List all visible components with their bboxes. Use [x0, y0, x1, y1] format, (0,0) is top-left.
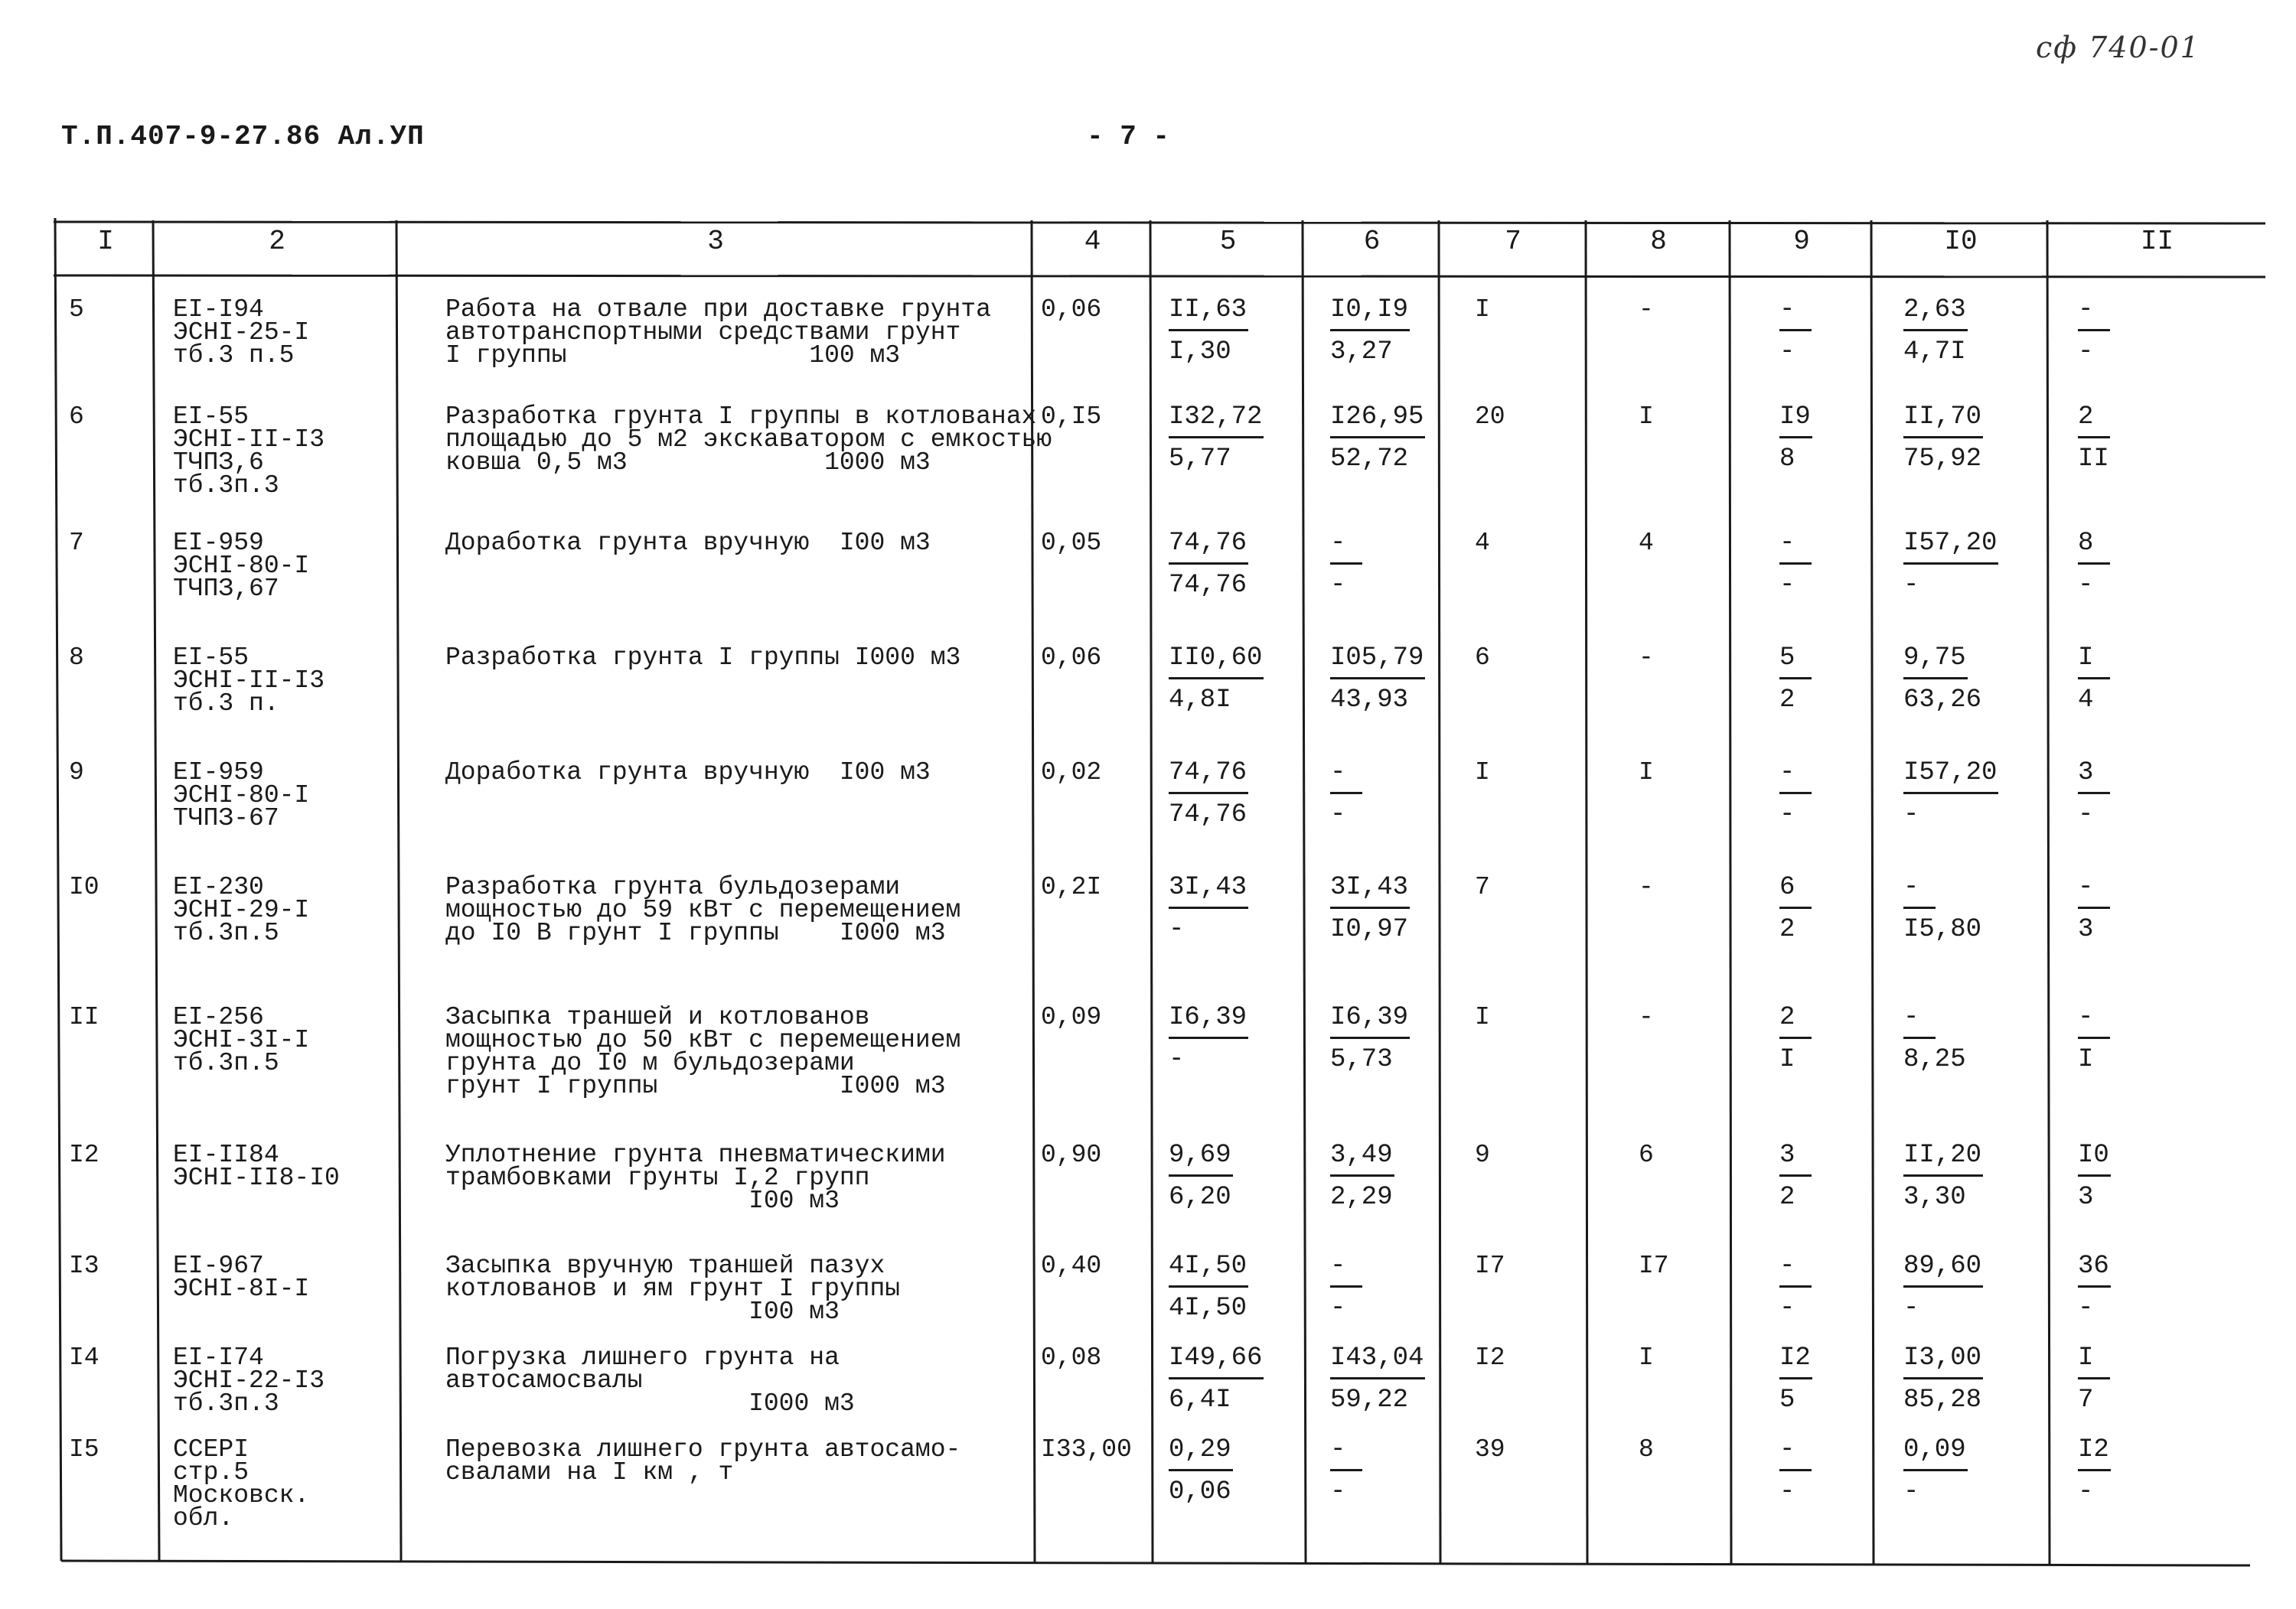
- col11-value: [2078, 755, 2110, 832]
- col10-value-numerator: -: [1903, 870, 1936, 909]
- col9-value-numerator: 2: [1779, 1000, 1812, 1039]
- col6-value-numerator: -: [1330, 1432, 1362, 1471]
- col5-value-numerator: 74,76: [1169, 526, 1248, 565]
- col10-value: [1903, 399, 1983, 477]
- col11-value-denominator: -: [2078, 571, 2094, 600]
- col11-value-numerator: I: [2078, 1340, 2110, 1379]
- col10-value-denominator: 3,30: [1903, 1183, 1966, 1212]
- col10-value-numerator: 0,09: [1903, 1432, 1968, 1471]
- col6-value-numerator: I43,04: [1330, 1340, 1425, 1379]
- col5-value: [1169, 870, 1248, 947]
- col10-value: [1903, 1432, 1968, 1510]
- work-description: Уплотнение грунта пневматическими трамбовками грунты I,2 групп I00 м3: [445, 1141, 946, 1215]
- col6-value: [1330, 292, 1410, 370]
- quantity: 0,06: [1041, 643, 1102, 672]
- col6-value-denominator: 2,29: [1330, 1183, 1393, 1212]
- col11-value-denominator: 7: [2078, 1386, 2094, 1415]
- col8-value: -: [1639, 1003, 1654, 1031]
- col10-value-denominator: -: [1903, 1294, 1919, 1323]
- col9-value-numerator: -: [1779, 526, 1812, 565]
- document-code: Т.П.407-9-27.86 Ал.УП: [61, 121, 425, 152]
- col6-value-denominator: -: [1330, 571, 1346, 600]
- col5-value-denominator: I,30: [1169, 337, 1231, 366]
- norm-code: EI-959 ЭСНI-80-I ТЧПЗ-67: [173, 758, 310, 832]
- col8-value: 6: [1639, 1141, 1654, 1169]
- col9-value-numerator: -: [1779, 1249, 1812, 1288]
- norm-code: EI-II84 ЭСНI-II8-I0: [173, 1141, 340, 1192]
- col9-value: [1779, 1000, 1812, 1077]
- work-description: Работа на отвале при доставке грунта автотранспортными средствами грунт I группы 100 м3: [445, 295, 991, 370]
- col11-value-denominator: 3: [2078, 915, 2094, 944]
- norm-code: EI-55 ЭСНI-II-I3 тб.3 п.: [173, 643, 325, 718]
- col6-value-denominator: 5,73: [1330, 1045, 1393, 1074]
- col11-value-numerator: I2: [2078, 1432, 2111, 1471]
- row-number: I5: [69, 1435, 99, 1464]
- col7-value: 9: [1475, 1141, 1490, 1169]
- col7-value: I: [1475, 758, 1490, 787]
- col10-value-numerator: 89,60: [1903, 1249, 1983, 1288]
- col5-value-numerator: 9,69: [1169, 1138, 1233, 1177]
- col9-value-denominator: -: [1779, 800, 1795, 829]
- col9-value: [1779, 1340, 1812, 1418]
- quantity: I33,00: [1041, 1435, 1132, 1464]
- quantity: 0,I5: [1041, 402, 1102, 431]
- col5-value-numerator: 4I,50: [1169, 1249, 1248, 1288]
- col6-value-denominator: 52,72: [1330, 445, 1409, 474]
- col9-value-numerator: -: [1779, 1432, 1812, 1471]
- col10-value-denominator: -: [1903, 571, 1919, 600]
- col11-value-denominator: -: [2078, 337, 2094, 366]
- col6-value-denominator: -: [1330, 800, 1346, 829]
- row-number: II: [69, 1003, 99, 1031]
- work-description: Перевозка лишнего грунта автосамо- свалами на I км , т: [445, 1435, 961, 1487]
- col7-value: 20: [1475, 402, 1505, 431]
- col9-value-denominator: -: [1779, 337, 1795, 366]
- col6-value-denominator: -: [1330, 1294, 1346, 1323]
- col6-value-numerator: -: [1330, 526, 1362, 565]
- col6-value: [1330, 526, 1362, 603]
- col11-value-denominator: -: [2078, 800, 2094, 829]
- col7-value: 7: [1475, 873, 1490, 901]
- col11-value: [2078, 1432, 2111, 1510]
- col9-value-denominator: -: [1779, 571, 1795, 600]
- col6-value-numerator: I05,79: [1330, 640, 1425, 679]
- col11-value-numerator: -: [2078, 292, 2110, 331]
- norm-code: EI-230 ЭСНI-29-I тб.3п.5: [173, 873, 310, 947]
- work-description: Засыпка вручную траншей пазух котлованов и ям грунт I группы I00 м3: [445, 1252, 901, 1326]
- col5-value-numerator: I6,39: [1169, 1000, 1248, 1039]
- col5-value-denominator: -: [1169, 1045, 1185, 1074]
- col11-value: [2078, 1249, 2111, 1326]
- col7-value: I: [1475, 1003, 1490, 1031]
- col5-value-numerator: 3I,43: [1169, 870, 1248, 909]
- work-description: Погрузка лишнего грунта на автосамосвалы I000 м3: [445, 1344, 855, 1418]
- col5-value: [1169, 755, 1248, 832]
- col11-value-numerator: 8: [2078, 526, 2110, 565]
- col9-value-denominator: I: [1779, 1045, 1795, 1074]
- work-description: Доработка грунта вручную I00 м3: [445, 529, 931, 557]
- col5-value-numerator: 0,29: [1169, 1432, 1233, 1471]
- column-header: II: [2140, 226, 2174, 257]
- col9-value-numerator: -: [1779, 292, 1812, 331]
- col8-value: -: [1639, 873, 1654, 901]
- quantity: 0,09: [1041, 1003, 1102, 1031]
- col8-value: -: [1639, 295, 1654, 324]
- col5-value-denominator: 5,77: [1169, 445, 1231, 474]
- col5-value: [1169, 1138, 1233, 1215]
- col9-value: [1779, 870, 1812, 947]
- column-header: 9: [1793, 226, 1810, 257]
- row-number: I2: [69, 1141, 99, 1169]
- handwritten-note: сф 740-01: [2036, 31, 2200, 64]
- col7-value: 4: [1475, 529, 1490, 557]
- col11-value-denominator: -: [2078, 1294, 2094, 1323]
- col6-value: [1330, 1000, 1410, 1077]
- column-header: 8: [1650, 226, 1667, 257]
- row-number: 8: [69, 643, 84, 672]
- column-header: 3: [707, 226, 724, 257]
- col11-value-numerator: I0: [2078, 1138, 2111, 1177]
- col9-value-denominator: 5: [1779, 1386, 1795, 1415]
- row-number: 7: [69, 529, 84, 557]
- column-header: I0: [1944, 226, 1978, 257]
- col9-value-numerator: I2: [1779, 1340, 1812, 1379]
- col5-value-numerator: I32,72: [1169, 399, 1264, 438]
- col11-value-numerator: 2: [2078, 399, 2110, 438]
- col9-value-numerator: 3: [1779, 1138, 1812, 1177]
- quantity: 0,06: [1041, 295, 1102, 324]
- col8-value: I: [1639, 402, 1654, 431]
- col5-value-denominator: 6,4I: [1169, 1386, 1231, 1415]
- col10-value-numerator: -: [1903, 1000, 1936, 1039]
- work-description: Засыпка траншей и котлованов мощностью до 50 кВт с перемещением грунта до I0 м бульдозерами грунт I группы I000 м3: [445, 1003, 961, 1100]
- col9-value-denominator: 2: [1779, 686, 1795, 715]
- col9-value-denominator: -: [1779, 1477, 1795, 1506]
- col8-value: I7: [1639, 1252, 1669, 1280]
- column-header: I: [97, 226, 114, 257]
- col6-value: [1330, 640, 1425, 718]
- col9-value-denominator: 8: [1779, 445, 1795, 474]
- col5-value: [1169, 292, 1248, 370]
- col6-value-numerator: -: [1330, 755, 1362, 794]
- norm-code: EI-967 ЭСНI-8I-I: [173, 1252, 310, 1303]
- col10-value-denominator: 85,28: [1903, 1386, 1982, 1415]
- col6-value: [1330, 870, 1410, 947]
- col5-value-denominator: 74,76: [1169, 571, 1247, 600]
- col9-value-denominator: 2: [1779, 915, 1795, 944]
- col10-value-numerator: 2,63: [1903, 292, 1968, 331]
- col10-value: [1903, 1138, 1983, 1215]
- col6-value: [1330, 1138, 1394, 1215]
- col10-value-numerator: I3,00: [1903, 1340, 1983, 1379]
- col10-value-denominator: -: [1903, 1477, 1919, 1506]
- col5-value-denominator: 4,8I: [1169, 686, 1231, 715]
- norm-code: ССЕРI стр.5 Московск. обл.: [173, 1435, 310, 1532]
- col10-value-denominator: 4,7I: [1903, 337, 1966, 366]
- col10-value-denominator: 75,92: [1903, 445, 1982, 474]
- quantity: 0,05: [1041, 529, 1102, 557]
- quantity: 0,08: [1041, 1344, 1102, 1372]
- row-number: I3: [69, 1252, 99, 1280]
- col5-value: [1169, 640, 1264, 718]
- col6-value-numerator: 3,49: [1330, 1138, 1394, 1177]
- work-description: Разработка грунта I группы I000 м3: [445, 643, 961, 672]
- col5-value: [1169, 1249, 1248, 1326]
- col9-value: [1779, 755, 1812, 832]
- col7-value: 39: [1475, 1435, 1505, 1464]
- column-header: 7: [1505, 226, 1521, 257]
- col10-value-numerator: I57,20: [1903, 755, 1998, 794]
- col11-value-numerator: 3: [2078, 755, 2110, 794]
- col6-value: [1330, 755, 1362, 832]
- col6-value-numerator: I6,39: [1330, 1000, 1410, 1039]
- col5-value: [1169, 1432, 1233, 1510]
- col6-value: [1330, 1249, 1362, 1326]
- col9-value: [1779, 399, 1812, 477]
- col11-value-numerator: -: [2078, 1000, 2110, 1039]
- col10-value-numerator: I57,20: [1903, 526, 1998, 565]
- col9-value: [1779, 1249, 1812, 1326]
- col9-value-numerator: -: [1779, 755, 1812, 794]
- col10-value-denominator: 8,25: [1903, 1045, 1966, 1074]
- col9-value-denominator: -: [1779, 1294, 1795, 1323]
- row-number: 9: [69, 758, 84, 787]
- col9-value: [1779, 640, 1812, 718]
- col6-value-denominator: I0,97: [1330, 915, 1409, 944]
- col10-value-numerator: 9,75: [1903, 640, 1968, 679]
- col11-value: [2078, 1340, 2110, 1418]
- col10-value: [1903, 292, 1968, 370]
- row-number: I4: [69, 1344, 99, 1372]
- col8-value: -: [1639, 643, 1654, 672]
- col8-value: I: [1639, 1344, 1654, 1372]
- column-header: 5: [1219, 226, 1237, 257]
- col6-value-numerator: I0,I9: [1330, 292, 1410, 331]
- col5-value: [1169, 1340, 1264, 1418]
- col11-value-denominator: I: [2078, 1045, 2094, 1074]
- col11-value: [2078, 640, 2110, 718]
- col11-value-numerator: 36: [2078, 1249, 2111, 1288]
- col6-value: [1330, 1340, 1425, 1418]
- col6-value: [1330, 1432, 1362, 1510]
- col11-value: [2078, 870, 2110, 947]
- col5-value: [1169, 526, 1248, 603]
- col5-value-denominator: 4I,50: [1169, 1294, 1247, 1323]
- quantity: 0,2I: [1041, 873, 1102, 901]
- col9-value-denominator: 2: [1779, 1183, 1795, 1212]
- col5-value-denominator: 74,76: [1169, 800, 1247, 829]
- col6-value-denominator: -: [1330, 1477, 1346, 1506]
- col10-value-denominator: -: [1903, 800, 1919, 829]
- column-header: 6: [1363, 226, 1381, 257]
- col11-value: [2078, 526, 2110, 603]
- quantity: 0,40: [1041, 1252, 1102, 1280]
- col11-value: [2078, 292, 2110, 370]
- row-number: 6: [69, 402, 84, 431]
- norm-code: EI-55 ЭСНI-II-I3 ТЧПЗ,6 тб.3п.3: [173, 402, 325, 500]
- quantity: 0,90: [1041, 1141, 1102, 1169]
- col9-value: [1779, 1432, 1812, 1510]
- col9-value-numerator: 6: [1779, 870, 1812, 909]
- col6-value-numerator: -: [1330, 1249, 1362, 1288]
- col5-value-denominator: 6,20: [1169, 1183, 1231, 1212]
- col10-value: [1903, 1000, 1966, 1077]
- work-description: Разработка грунта I группы в котлованах площадью до 5 м2 экскаватором с емкостью ковша 0,5 м3 1000 м3: [445, 402, 1052, 477]
- col5-value-numerator: 74,76: [1169, 755, 1248, 794]
- col11-value-denominator: 4: [2078, 686, 2094, 715]
- col11-value: [2078, 399, 2110, 477]
- row-number: 5: [69, 295, 84, 324]
- col5-value: [1169, 1000, 1248, 1077]
- col8-value: 8: [1639, 1435, 1654, 1464]
- page-number: - 7 -: [1087, 121, 1170, 152]
- col11-value-denominator: -: [2078, 1477, 2094, 1506]
- col5-value-denominator: -: [1169, 915, 1185, 944]
- col8-value: 4: [1639, 529, 1654, 557]
- col10-value-denominator: 63,26: [1903, 686, 1982, 715]
- col7-value: I7: [1475, 1252, 1505, 1280]
- col9-value: [1779, 1138, 1812, 1215]
- norm-code: EI-I94 ЭСНI-25-I тб.3 п.5: [173, 295, 310, 370]
- norm-code: EI-256 ЭСНI-3I-I тб.3п.5: [173, 1003, 310, 1077]
- col5-value-denominator: 0,06: [1169, 1477, 1231, 1506]
- col8-value: I: [1639, 758, 1654, 787]
- col6-value-numerator: 3I,43: [1330, 870, 1410, 909]
- col10-value-denominator: I5,80: [1903, 915, 1982, 944]
- col5-value: [1169, 399, 1264, 477]
- col9-value: [1779, 292, 1812, 370]
- col6-value-denominator: 3,27: [1330, 337, 1393, 366]
- col11-value-denominator: II: [2078, 445, 2109, 474]
- col6-value: [1330, 399, 1425, 477]
- col5-value-numerator: I49,66: [1169, 1340, 1264, 1379]
- col7-value: I: [1475, 295, 1490, 324]
- col10-value: [1903, 526, 1998, 603]
- col10-value: [1903, 870, 1981, 947]
- col6-value-numerator: I26,95: [1330, 399, 1425, 438]
- col10-value-numerator: II,70: [1903, 399, 1983, 438]
- col10-value: [1903, 1340, 1983, 1418]
- col9-value: [1779, 526, 1812, 603]
- col5-value-numerator: II0,60: [1169, 640, 1264, 679]
- col11-value-numerator: I: [2078, 640, 2110, 679]
- col9-value-numerator: I9: [1779, 399, 1812, 438]
- col11-value: [2078, 1138, 2111, 1215]
- col10-value: [1903, 755, 1998, 832]
- work-description: Разработка грунта бульдозерами мощностью до 59 кВт с перемещением до I0 В грунт I группы I000 м3: [445, 873, 961, 947]
- col9-value-numerator: 5: [1779, 640, 1812, 679]
- col11-value-numerator: -: [2078, 870, 2110, 909]
- col6-value-denominator: 43,93: [1330, 686, 1409, 715]
- column-header: 4: [1084, 226, 1101, 257]
- quantity: 0,02: [1041, 758, 1102, 787]
- work-description: Доработка грунта вручную I00 м3: [445, 758, 931, 787]
- col10-value: [1903, 640, 1981, 718]
- col5-value-numerator: II,63: [1169, 292, 1248, 331]
- norm-code: EI-959 ЭСНI-80-I ТЧПЗ,67: [173, 529, 310, 603]
- col10-value-numerator: II,20: [1903, 1138, 1983, 1177]
- col11-value-denominator: 3: [2078, 1183, 2094, 1212]
- col7-value: I2: [1475, 1344, 1505, 1372]
- col6-value-denominator: 59,22: [1330, 1386, 1409, 1415]
- col11-value: [2078, 1000, 2110, 1077]
- norm-code: EI-I74 ЭСНI-22-I3 тб.3п.3: [173, 1344, 325, 1418]
- row-number: I0: [69, 873, 99, 901]
- col10-value: [1903, 1249, 1983, 1326]
- col7-value: 6: [1475, 643, 1490, 672]
- column-header: 2: [269, 226, 285, 257]
